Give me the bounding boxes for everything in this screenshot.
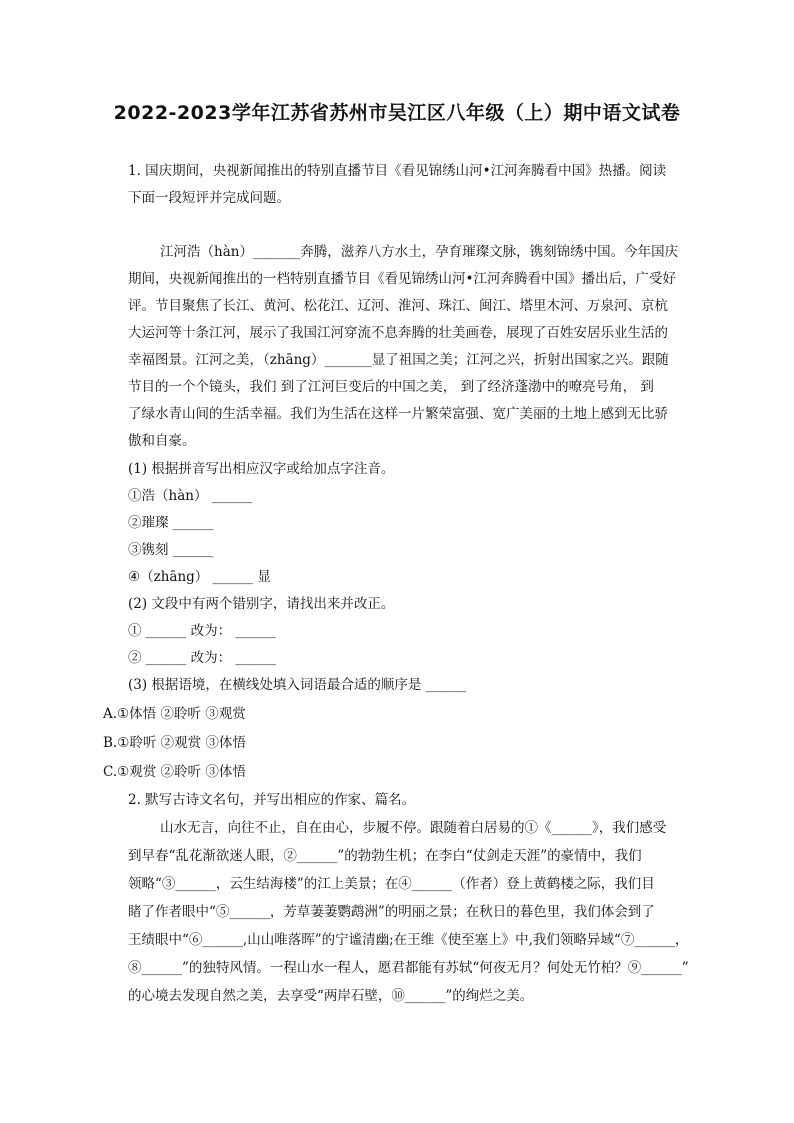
q1-passage-line: 傲和自豪。 [128, 433, 196, 449]
exam-title: 2022-2023学年江苏省苏州市吴江区八年级（上）期中语文试卷 [113, 102, 681, 124]
q1-sub1-item: ③镌刻 ______ [128, 542, 214, 558]
q1-sub3-prompt: (3) 根据语境，在横线处填入词语最合适的顺序是 ______ [128, 677, 467, 693]
q1-passage-line: 节目的一个个镜头，我们 到了江河巨变后的中国之美， 到了经济蓬渤中的嘹亮号角， 到 [128, 379, 654, 395]
q1-sub2-item: ① ______ 改为： ______ [128, 623, 276, 639]
q1-intro-line1: 1. 国庆期间，央视新闻推出的特别直播节目《看见锦绣山河•江河奔腾看中国》热播。阅读 [128, 163, 667, 179]
q2-passage-line: 睹了作者眼中“⑤______，芳草萋萋鹦鹉洲”的明丽之景；在秋日的暮色里，我们体会到了 [128, 904, 655, 920]
q2-passage-line: 王绩眼中“⑥______,山山唯落晖”的宁谧清幽;在王维《使至塞上》中,我们领略异域“⑦______， [128, 932, 689, 948]
q1-passage-line: 大运河等十条江河，展示了我国江河穿流不息奔腾的壮美画卷，展现了百姓安居乐业生活的 [128, 325, 668, 341]
option-a: A.①体悟 ②聆听 ③观赏 [103, 706, 246, 722]
q1-passage-line: 幸福图景。江河之美，（zhāng）_______显了祖国之美；江河之兴，折射出国家之兴。跟随 [128, 352, 669, 368]
option-b: B.①聆听 ②观赏 ③体悟 [103, 735, 246, 751]
q1-sub1-item: ①浩（hàn） ______ [128, 488, 253, 504]
q2-passage-line: 领略“③______，云生结海楼”的江上美景；在④______（作者）登上黄鹤楼之际，我们目 [128, 876, 655, 892]
q1-passage-line: 评。节目聚焦了长江、黄河、松花江、辽河、淮河、珠江、闽江、塔里木河、万泉河、京杭 [128, 298, 668, 314]
q1-sub2-item: ② ______ 改为： ______ [128, 650, 276, 666]
q1-sub2-prompt: (2) 文段中有两个错别字，请找出来并改正。 [128, 596, 395, 612]
q1-passage-line: 期间，央视新闻推出的一档特别直播节目《看见锦绣山河•江河奔腾看中国》播出后，广受好 [128, 271, 676, 287]
q2-intro: 2. 默写古诗文名句，并写出相应的作家、篇名。 [128, 792, 416, 808]
q1-sub1-item: ④（zhāng） ______ 显 [128, 569, 271, 585]
q2-passage-line: 的心境去发现自然之美，去享受“两岸石壁，⑩______”的绚烂之美。 [128, 988, 534, 1004]
q1-sub1-item: ②璀璨 ______ [128, 515, 214, 531]
q1-intro-line2: 下面一段短评并完成问题。 [128, 190, 290, 206]
q2-passage-line: 到早春“乱花渐欲迷人眼，②______”的勃勃生机；在李白“仗剑走天涯”的豪情中，我们 [128, 848, 642, 864]
q1-passage-line: 江河浩（hàn）_______奔腾，滋养八方水土，孕育璀璨文脉，镌刻锦绣中国。今年国庆 [160, 244, 679, 260]
q1-passage-line: 了绿水青山间的生活幸福。我们为生活在这样一片繁荣富强、宽广美丽的土地上感到无比骄 [128, 406, 668, 422]
q2-passage-line: 山水无言，向往不止，自在由心，步履不停。跟随着白居易的①《______》，我们感受 [160, 820, 667, 836]
q1-sub1-prompt: (1) 根据拼音写出相应汉字或给加点字注音。 [128, 461, 395, 477]
option-c: C.①观赏 ②聆听 ③体悟 [103, 764, 246, 780]
q2-passage-line: ⑧______”的独特风情。一程山水一程人，愿君都能有苏轼“何夜无月？何处无竹柏？⑨______” [128, 960, 689, 976]
